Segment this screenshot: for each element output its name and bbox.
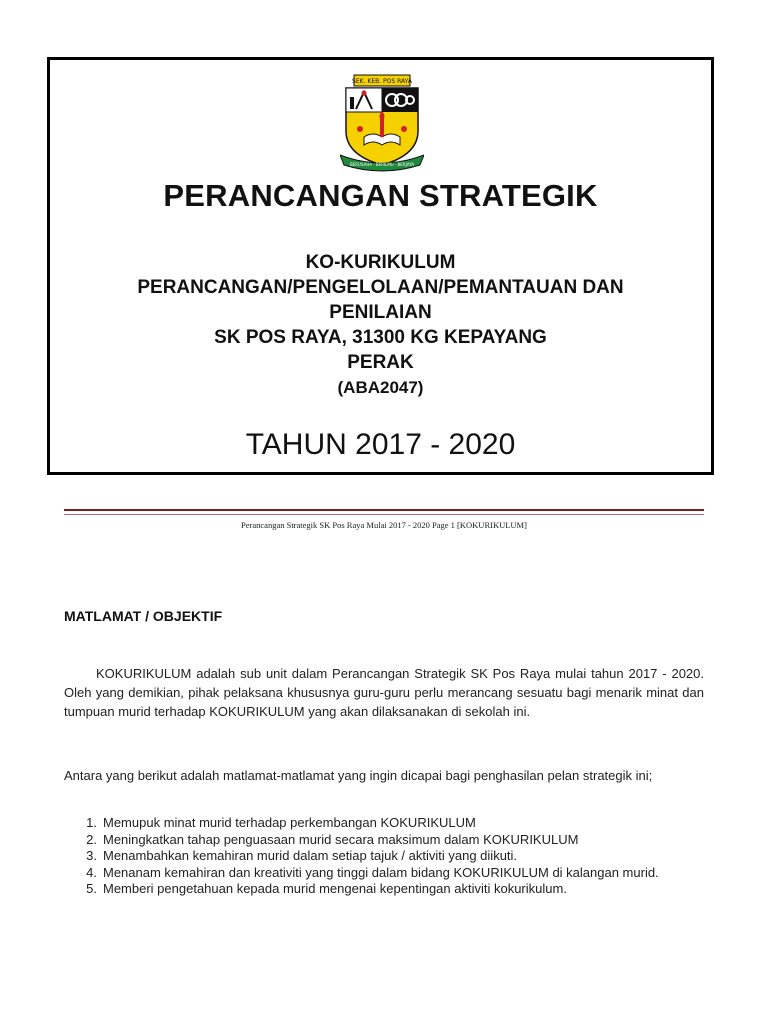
list-item — [64, 848, 704, 865]
subtitle-kokurikulum: KO-KURIKULUM — [305, 252, 456, 273]
document-title: PERANCANGAN STRATEGIK — [163, 178, 598, 213]
footer-divider-thin — [64, 514, 704, 515]
subtitle-scope-line-2: PENILAIAN — [329, 302, 432, 323]
list-item-number: 4. — [86, 864, 97, 880]
cover-subtitle-block — [50, 250, 711, 400]
list-item — [64, 832, 704, 849]
list-item-number: 3. — [86, 848, 97, 863]
footer-divider-thick — [64, 509, 704, 511]
subtitle-school-address: SK POS RAYA, 31300 KG KEPAYANG — [214, 327, 547, 348]
list-item — [64, 865, 704, 882]
subtitle-state: PERAK — [347, 352, 414, 373]
list-item-number: 1. — [86, 815, 97, 830]
list-item-number: 5. — [86, 881, 97, 896]
cover-box — [47, 57, 714, 475]
list-item — [64, 815, 704, 832]
list-item-text: Menanam kemahiran dan kreativiti yang tinggi dalam bidang KOKURIKULUM di kalangan murid. — [103, 864, 659, 880]
school-crest-icon — [340, 73, 424, 173]
subtitle-scope-line-1: PERANCANGAN/PENGELOLAAN/PEMANTAUAN DAN — [137, 277, 624, 298]
list-item — [64, 881, 704, 898]
section-heading: MATLAMAT / OBJEKTIF — [64, 608, 223, 624]
school-crest-logo — [340, 73, 424, 173]
list-item-number: 2. — [86, 831, 97, 847]
school-code: (ABA2047) — [337, 378, 424, 397]
list-item-text: Menambahkan kemahiran murid dalam setiap tajuk / aktiviti yang diikuti. — [103, 848, 518, 863]
goals-intro-paragraph: Antara yang berikut adalah matlamat-matlamat yang ingin dicapai bagi penghasilan pelan strategik ini; — [64, 768, 653, 783]
list-item-text: Memberi pengetahuan kepada murid mengenai kepentingan aktiviti kokurikulum. — [103, 881, 567, 896]
goals-list — [64, 815, 704, 898]
list-item-text: Meningkatkan tahap penguasaan murid secara maksimum dalam KOKURIKULUM — [103, 831, 579, 847]
page-footer: Perancangan Strategik SK Pos Raya Mulai 2017 - 2020 Page 1 [KOKURIKULUM] — [241, 520, 527, 530]
intro-paragraph: KOKURIKULUM adalah sub unit dalam Perancangan Strategik SK Pos Raya mulai tahun 2017 - 2020. Oleh yang demikian, pihak pelaksana khususnya guru-guru perlu merancang sesuatu bagi menarik minat dan tumpuan murid terhadap KOKURIKULUM yang akan dilaksanakan di sekolah ini. — [64, 666, 704, 719]
crest-banner-top: SEK. KEB. POS RAYA — [352, 78, 412, 85]
list-item-text: Memupuk minat murid terhadap perkembangan KOKURIKULUM — [103, 815, 476, 830]
plan-period: TAHUN 2017 - 2020 — [245, 428, 516, 461]
crest-banner-bottom: BERUSAHA · BERILMU · BERJAYA — [350, 162, 414, 167]
